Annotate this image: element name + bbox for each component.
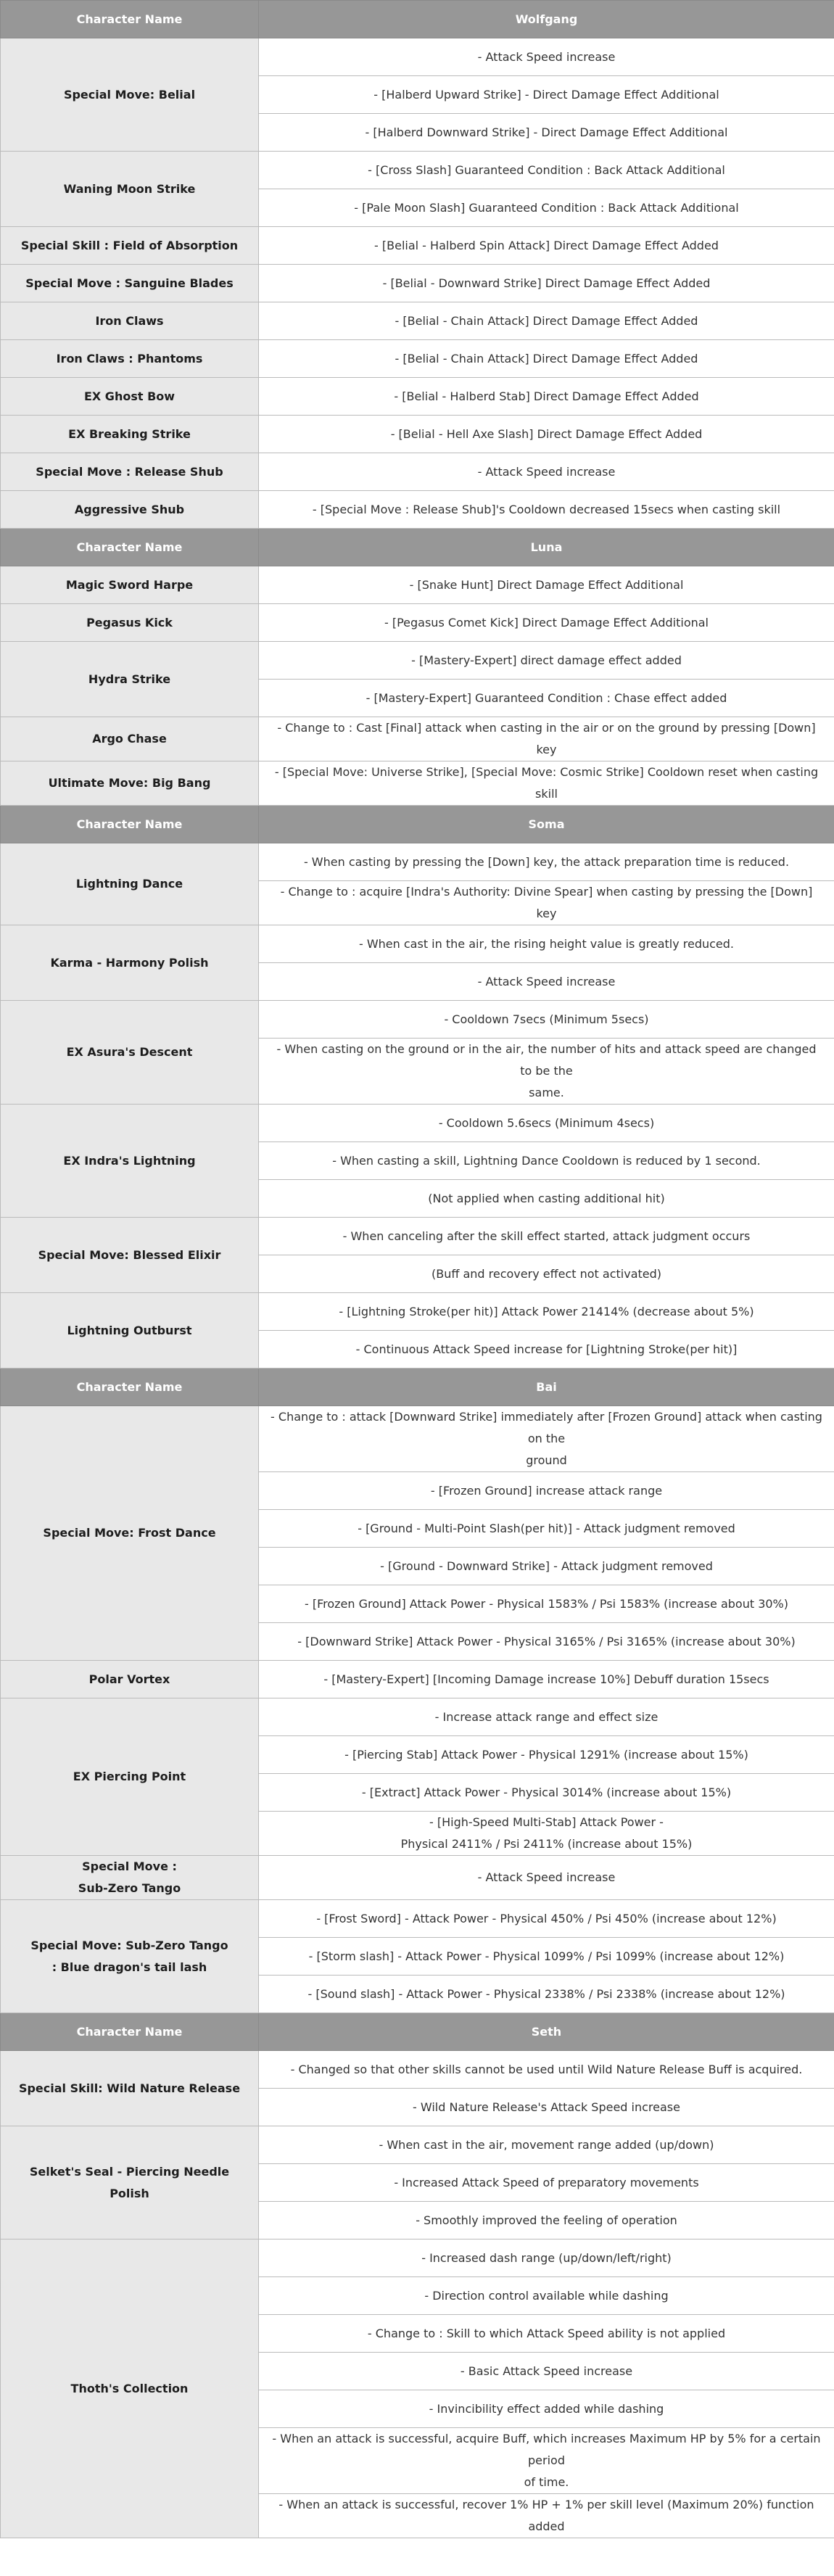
skill-change [259,2164,834,2202]
skill-change [259,963,834,1001]
text-line: Magic Sword Harpe [65,577,194,592]
skill-change [259,2494,834,2538]
text-line: - [Ground - Downward Strike] - Attack judgment removed [380,1559,713,1573]
table-row [1,717,834,761]
text-line: Hydra Strike [88,672,171,686]
skill-change [259,38,834,76]
text-line: - [Halberd Downward Strike] - Direct Damage Effect Additional [365,125,728,139]
text-line: - [Pegasus Comet Kick] Direct Damage Effect Additional [384,615,709,629]
table-row [1,302,834,340]
text-line: Special Move: Blessed Elixir [38,1247,221,1262]
skill-name [1,604,259,642]
skill-change [259,1938,834,1976]
text-line: - Change to : acquire [Indra's Authority: Divine Spear] when casting by pressing the [Down] key [280,885,813,920]
text-line: Selket's Seal - Piercing Needle Polish [29,2164,230,2200]
text-line: (Buff and recovery effect not activated) [431,1266,662,1281]
text-line: - Cooldown 7secs (Minimum 5secs) [444,1012,649,1026]
skill-change [259,1180,834,1218]
skill-change [259,2428,834,2494]
skill-change [259,1585,834,1623]
text-line: Special Move: Sub-Zero Tango [30,1938,228,1952]
text-line: - [Extract] Attack Power - Physical 3014% (increase about 15%) [361,1785,732,1799]
skill-change [259,1406,834,1472]
skill-change [259,1661,834,1698]
table-row [1,642,834,680]
skill-change [259,114,834,152]
table-row [1,1001,834,1039]
skill-change [259,76,834,114]
text-line: - When canceling after the skill effect started, attack judgment occurs [342,1229,751,1243]
text-line: - [Belial - Hell Axe Slash] Direct Damage Effect Added [390,426,703,441]
skill-change [259,717,834,761]
text-line: - Basic Attack Speed increase [460,2364,633,2378]
text-line: - Invincibility effect added while dashing [429,2401,664,2416]
text-line: - [Frozen Ground] Attack Power - Physical 1583% / Psi 1583% (increase about 30%) [304,1596,788,1611]
skill-change [259,302,834,340]
skill-change [259,1218,834,1255]
text-line: Lightning Dance [75,877,183,891]
skill-name [1,1698,259,1856]
skill-change [259,378,834,416]
table-row [1,1105,834,1142]
skill-change [259,1472,834,1510]
character-name-luna: Luna [259,529,834,566]
skill-name [1,717,259,761]
skill-name [1,302,259,340]
text-line: - [Mastery-Expert] [Incoming Damage increase 10%] Debuff duration 15secs [323,1672,769,1686]
table-row [1,491,834,529]
text-line: EX Breaking Strike [68,426,191,441]
text-line: - Smoothly improved the feeling of operation [416,2213,677,2227]
table-row [1,453,834,491]
text-line: - Continuous Attack Speed increase for [Lightning Stroke(per hit)] [355,1342,738,1356]
text-line: Iron Claws : Phantoms [56,351,203,366]
skill-change [259,189,834,227]
skill-change [259,1812,834,1856]
column-header-character-name: Character Name [1,529,259,566]
skill-change [259,1774,834,1812]
skill-name [1,1105,259,1218]
skill-change [259,2126,834,2164]
text-line: - Attack Speed increase [477,49,616,64]
text-line: Pegasus Kick [86,615,173,629]
skill-name [1,152,259,227]
text-line: - [Piercing Stab] Attack Power - Physical 1291% (increase about 15%) [344,1747,748,1762]
skill-name [1,1293,259,1368]
text-line: - When an attack is successful, acquire Buff, which increases Maximum HP by 5% for a certain period [272,2432,821,2467]
text-line: - [Cross Slash] Guaranteed Condition : Back Attack Additional [368,162,725,177]
table-row [1,1661,834,1698]
text-line: - Attack Speed increase [477,974,616,988]
text-line: - Change to : attack [Downward Strike] immediately after [Frozen Ground] attack when casting on the [271,1410,822,1445]
column-header-character-name: Character Name [1,1368,259,1406]
skill-name [1,642,259,717]
skill-change [259,1736,834,1774]
character-header-row [1,1,834,38]
skill-name [1,1218,259,1293]
text-line: - [Snake Hunt] Direct Damage Effect Additional [409,577,684,592]
character-name-wolfgang: Wolfgang [259,1,834,38]
table-row [1,761,834,806]
text-line: - When casting by pressing the [Down] key, the attack preparation time is reduced. [303,854,790,869]
skill-name [1,265,259,302]
skill-name [1,1661,259,1698]
text-line: Karma - Harmony Polish [50,955,209,970]
skill-name [1,2126,259,2239]
table-row [1,378,834,416]
skill-name [1,2239,259,2538]
skill-change [259,881,834,925]
text-line: Special Move: Belial [63,87,196,102]
skill-name [1,843,259,925]
text-line: Special Skill : Field of Absorption [20,238,239,252]
text-line: Aggressive Shub [74,502,185,516]
skill-name [1,761,259,806]
table-row [1,1856,834,1900]
text-line: Waning Moon Strike [63,181,196,196]
text-line: : Blue dragon's tail lash [51,1960,207,1974]
text-line: - [Belial - Chain Attack] Direct Damage Effect Added [395,351,698,366]
skill-change [259,1331,834,1368]
patch-notes-body [1,1,834,2538]
text-line: - [Sound slash] - Attack Power - Physical 2338% / Psi 2338% (increase about 12%) [307,1986,785,2001]
text-line: - Increased Attack Speed of preparatory movements [394,2175,699,2189]
text-line: - [Mastery-Expert] direct damage effect added [411,653,682,667]
text-line: ground [526,1453,567,1467]
skill-name [1,2051,259,2126]
skill-name [1,566,259,604]
text-line: - When casting a skill, Lightning Dance Cooldown is reduced by 1 second. [332,1153,761,1168]
text-line: EX Ghost Bow [83,389,176,403]
character-header-row [1,529,834,566]
skill-change [259,2315,834,2353]
character-header-row [1,1368,834,1406]
skill-change [259,843,834,881]
table-row [1,227,834,265]
skill-change [259,566,834,604]
skill-change [259,1293,834,1331]
table-row [1,566,834,604]
text-line: - [Storm slash] - Attack Power - Physical 1099% / Psi 1099% (increase about 12%) [308,1949,785,1963]
skill-name [1,1001,259,1105]
character-name-bai: Bai [259,1368,834,1406]
skill-change [259,2353,834,2390]
text-line: - [Belial - Halberd Spin Attack] Direct Damage Effect Added [374,238,719,252]
skill-change [259,1623,834,1661]
skill-change [259,1039,834,1105]
text-line: EX Indra's Lightning [63,1153,196,1168]
table-row [1,416,834,453]
text-line: - When casting on the ground or in the air, the number of hits and attack speed are changed to be the [276,1042,817,1078]
text-line: - [Frozen Ground] increase attack range [430,1483,663,1498]
skill-change [259,642,834,680]
skill-change [259,340,834,378]
text-line: - Direction control available while dashing [424,2288,669,2303]
skill-change [259,2277,834,2315]
table-row [1,843,834,881]
skill-name [1,925,259,1001]
text-line: Iron Claws [95,313,164,328]
text-line: - [Downward Strike] Attack Power - Physical 3165% / Psi 3165% (increase about 30%) [297,1634,796,1648]
skill-change [259,227,834,265]
text-line: Thoth's Collection [70,2381,189,2395]
table-row [1,1698,834,1736]
skill-name [1,1900,259,2013]
text-line: - When an attack is successful, recover 1% HP + 1% per skill level (Maximum 20%) function added [278,2498,814,2533]
skill-change [259,1142,834,1180]
text-line: - [Special Move: Universe Strike], [Special Move: Cosmic Strike] Cooldown reset when casting skill [274,765,819,801]
text-line: - Attack Speed increase [477,1870,616,1884]
skill-change [259,265,834,302]
skill-change [259,1856,834,1900]
skill-change [259,2239,834,2277]
skill-change [259,680,834,717]
text-line: Special Move : Sanguine Blades [25,276,234,290]
table-row [1,2126,834,2164]
skill-change [259,1001,834,1039]
text-line: - Increased dash range (up/down/left/right) [421,2250,672,2265]
skill-change [259,416,834,453]
text-line: - [High-Speed Multi-Stab] Attack Power - [429,1815,664,1829]
text-line: - When cast in the air, the rising height value is greatly reduced. [358,936,735,951]
text-line: Ultimate Move: Big Bang [48,776,211,790]
text-line: Special Move : [82,1859,177,1873]
text-line: Special Skill: Wild Nature Release [18,2081,241,2095]
text-line: - Changed so that other skills cannot be used until Wild Nature Release Buff is acquired. [290,2062,803,2076]
table-row [1,265,834,302]
text-line: - [Frost Sword] - Attack Power - Physical 450% / Psi 450% (increase about 12%) [316,1911,777,1925]
character-name-soma: Soma [259,806,834,843]
skill-change [259,453,834,491]
skill-name [1,1856,259,1900]
skill-name [1,416,259,453]
text-line: Special Move : Release Shub [36,464,223,479]
text-line: - [Lightning Stroke(per hit)] Attack Power 21414% (decrease about 5%) [339,1304,754,1318]
table-row [1,2051,834,2089]
skill-change [259,1510,834,1548]
text-line: - [Special Move : Release Shub]'s Cooldown decreased 15secs when casting skill [312,502,781,516]
text-line: - Wild Nature Release's Attack Speed increase [413,2100,680,2114]
text-line: - [Pale Moon Slash] Guaranteed Condition : Back Attack Additional [354,200,739,215]
table-row [1,1218,834,1255]
skill-change [259,604,834,642]
text-line: Argo Chase [92,732,167,746]
skill-name [1,453,259,491]
skill-change [259,1255,834,1293]
column-header-character-name: Character Name [1,2013,259,2051]
text-line: - [Mastery-Expert] Guaranteed Condition : Chase effect added [366,690,727,705]
skill-change [259,761,834,806]
character-header-row [1,2013,834,2051]
text-line: - When cast in the air, movement range added (up/down) [379,2137,714,2152]
skill-change [259,2051,834,2089]
text-line: - Increase attack range and effect size [434,1709,658,1724]
character-header-row [1,806,834,843]
table-row [1,1406,834,1472]
skill-change [259,2089,834,2126]
skill-name [1,1406,259,1661]
skill-change [259,1976,834,2013]
skill-change [259,925,834,963]
skill-change [259,1698,834,1736]
text-line: of time. [524,2475,569,2489]
skill-change [259,2202,834,2239]
skill-change [259,491,834,529]
table-row [1,1900,834,1938]
table-row [1,38,834,76]
table-row [1,1293,834,1331]
table-row [1,152,834,189]
text-line: - Change to : Cast [Final] attack when casting in the air or on the ground by pressing [Down] key [277,721,816,756]
skill-change [259,152,834,189]
table-row [1,340,834,378]
text-line: Special Move: Frost Dance [43,1526,216,1540]
text-line: - [Ground - Multi-Point Slash(per hit)] - Attack judgment removed [358,1521,735,1535]
skill-name [1,227,259,265]
skill-change [259,2390,834,2428]
text-line: - [Belial - Chain Attack] Direct Damage Effect Added [395,313,698,328]
character-name-seth: Seth [259,2013,834,2051]
text-line: (Not applied when casting additional hit) [428,1191,665,1205]
skill-name [1,491,259,529]
table-row [1,925,834,963]
skill-change [259,1548,834,1585]
table-row [1,604,834,642]
skill-name [1,340,259,378]
text-line: Lightning Outburst [67,1323,192,1337]
text-line: Physical 2411% / Psi 2411% (increase about 15%) [400,1837,693,1851]
text-line: - Cooldown 5.6secs (Minimum 4secs) [438,1115,655,1130]
skill-name [1,38,259,152]
text-line: - [Belial - Downward Strike] Direct Damage Effect Added [382,276,711,290]
text-line: - Attack Speed increase [477,464,616,479]
table-row [1,2239,834,2277]
column-header-character-name: Character Name [1,1,259,38]
text-line: - [Belial - Halberd Stab] Direct Damage Effect Added [394,389,699,403]
text-line: - Change to : Skill to which Attack Speed ability is not applied [367,2326,726,2340]
skill-name [1,378,259,416]
text-line: Sub-Zero Tango [78,1881,181,1895]
skill-change [259,1900,834,1938]
text-line: - [Halberd Upward Strike] - Direct Damage Effect Additional [373,87,719,102]
text-line: EX Piercing Point [73,1770,186,1783]
text-line: EX Asura's Descent [66,1045,193,1059]
column-header-character-name: Character Name [1,806,259,843]
text-line: same. [529,1086,564,1099]
text-line: Polar Vortex [88,1672,170,1686]
skill-change [259,1105,834,1142]
